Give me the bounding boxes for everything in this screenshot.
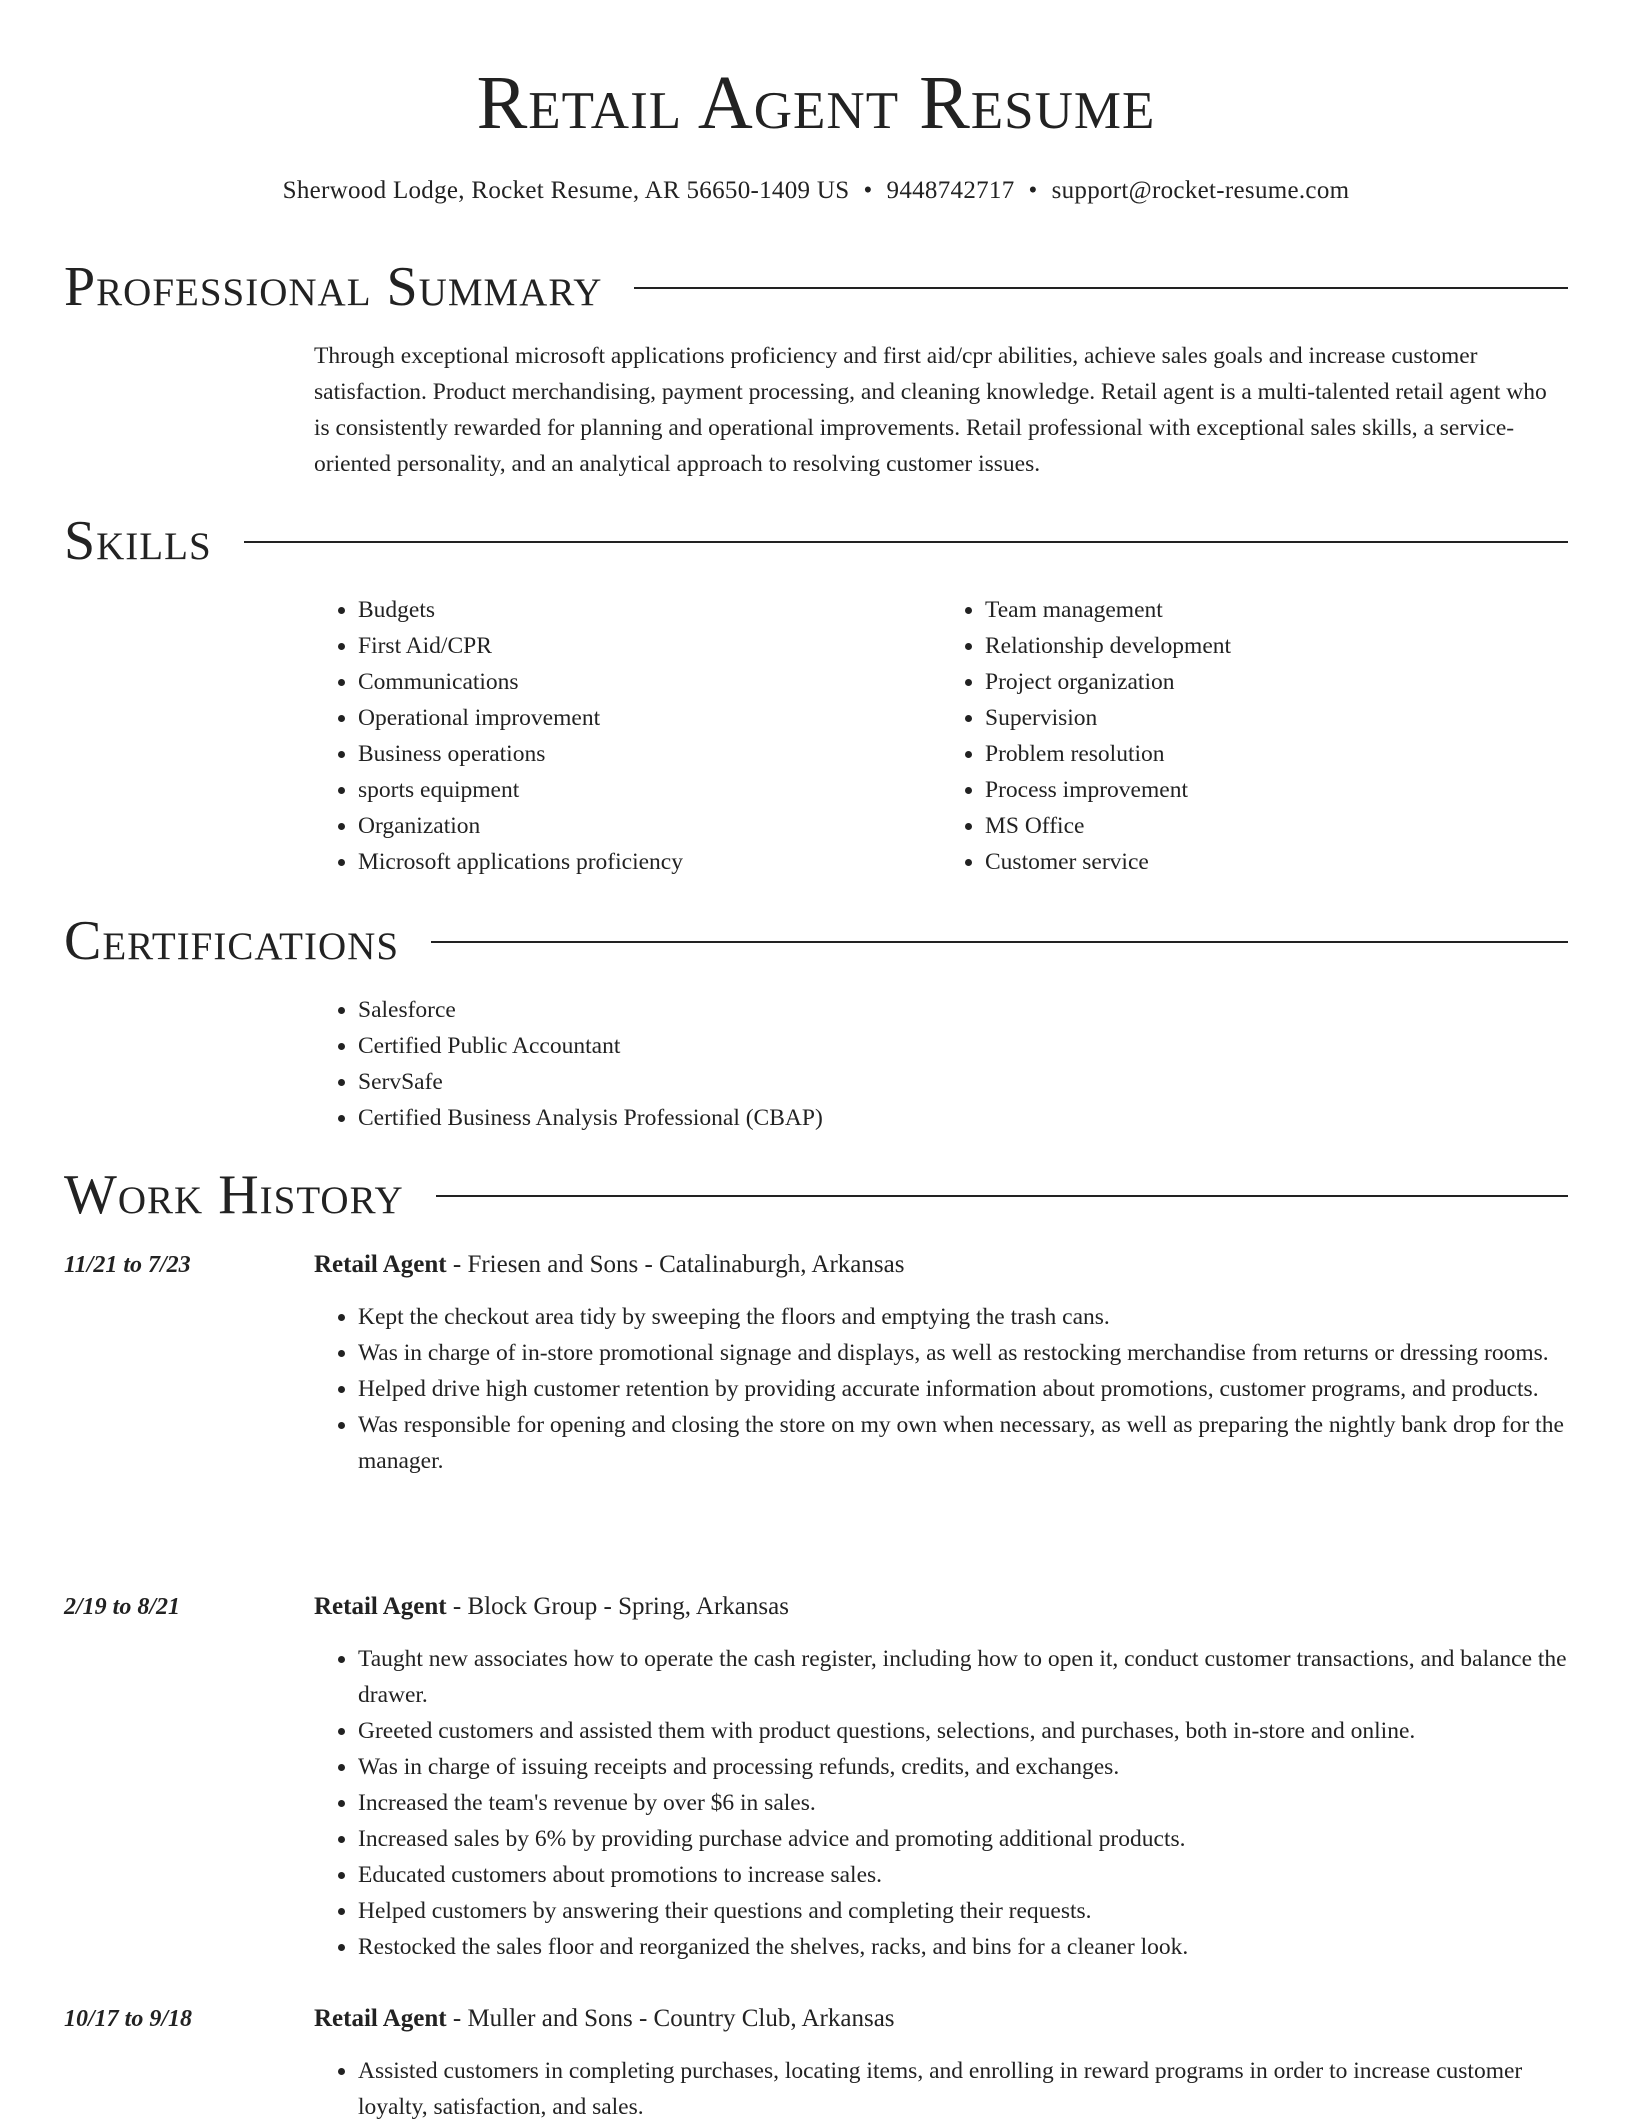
duty-item: • Assisted customers in completing purchases, locating items, and enrolling in reward programs in order to increase customer loyalty, satisfaction, and sales. [358,2053,1568,2125]
job-header [314,2001,895,2037]
skills-section-header [64,506,1568,576]
skill-item: • Business operations [358,736,941,772]
duty-item: • Restocked the sales floor and reorganized the shelves, racks, and bins for a cleaner look. [358,1929,1568,1965]
section-divider [431,941,1568,943]
job-header [314,1589,789,1625]
job-title: Retail Agent [314,1593,447,1620]
section-divider [436,1195,1568,1197]
job-duties [314,1641,1568,1965]
job-employer: - Block Group - Spring, Arkansas [446,1593,789,1620]
duty-item: • Was in charge of in-store promotional signage and displays, as well as restocking merchandise from returns or dressing rooms. [358,1335,1568,1371]
skill-item: • Operational improvement [358,700,941,736]
skills-heading: Skills [64,510,212,572]
job-dates: 10/17 to 9/18 [64,2006,193,2032]
duty-item: • Was in charge of issuing receipts and processing refunds, credits, and exchanges. [358,1749,1568,1785]
contact-line [64,174,1568,208]
section-divider [634,287,1568,289]
job-dates: 11/21 to 7/23 [64,1252,191,1278]
job-employer: - Friesen and Sons - Catalinaburgh, Arkansas [446,1251,905,1278]
certification-item: • Certified Public Accountant [358,1028,1568,1064]
phone: 9448742717 [886,177,1015,204]
skill-item: • Budgets [358,592,941,628]
certifications-section-header [64,906,1568,976]
job-dates: 2/19 to 8/21 [64,1594,181,1620]
skill-item: • Process improvement [985,772,1568,808]
certifications-heading: Certifications [64,910,400,972]
section-divider [244,541,1568,543]
certification-item: • Salesforce [358,992,1568,1028]
skill-item: • MS Office [985,808,1568,844]
resume-title: Retail Agent Resume [476,61,1156,145]
job-title: Retail Agent [314,1251,447,1278]
separator-dot: • [863,177,873,204]
duty-item: • Increased the team's revenue by over $6 in sales. [358,1785,1568,1821]
summary-text: Through exceptional microsoft applications proficiency and first aid/cpr abilities, achieve sales goals and increase customer satisfaction. Product merchandising, payment processing, and cleaning knowledge. Retail agent is a multi-talented retail agent who is consistently rewarded for planning and operational improvements. Retail professional with exceptional sales skills, a service-oriented personality, and an analytical approach to resolving customer issues. [314,343,1547,477]
skills-list-right [941,592,1568,880]
job-title: Retail Agent [314,2005,447,2032]
duty-item: • Helped drive high customer retention by providing accurate information about promotions, customer programs, and products. [358,1371,1568,1407]
duty-item: • Kept the checkout area tidy by sweeping the floors and emptying the trash cans. [358,1299,1568,1335]
summary-body [314,338,1568,482]
separator-dot: • [1028,177,1038,204]
work-heading: Work History [64,1164,404,1226]
skill-item: • Communications [358,664,941,700]
job-duties [314,1299,1568,1479]
skills-list-left [314,592,941,880]
job-employer: - Muller and Sons - Country Club, Arkansas [446,2005,895,2032]
certifications-body [314,992,1568,1136]
duty-item: • Greeted customers and assisted them with product questions, selections, and purchases, both in-store and online. [358,1713,1568,1749]
duty-item: • Educated customers about promotions to increase sales. [358,1857,1568,1893]
skill-item: • Microsoft applications proficiency [358,844,941,880]
duty-item: • Increased sales by 6% by providing purchase advice and promoting additional products. [358,1821,1568,1857]
certification-item: • Certified Business Analysis Professional (CBAP) [358,1100,1568,1136]
summary-section-header [64,252,1568,322]
skill-item: • Customer service [985,844,1568,880]
skill-item: • Organization [358,808,941,844]
skill-item: • sports equipment [358,772,941,808]
duty-item: • Taught new associates how to operate the cash register, including how to open it, conduct customer transactions, and balance the drawer. [358,1641,1568,1713]
skill-item: • First Aid/CPR [358,628,941,664]
certifications-list [314,992,1568,1136]
skills-grid [314,592,1568,880]
skill-item: • Relationship development [985,628,1568,664]
duty-item: • Was responsible for opening and closing the store on my own when necessary, as well as preparing the nightly bank drop for the manager. [358,1407,1568,1479]
skills-body [314,592,1568,880]
job-header [314,1247,904,1283]
work-section-header [64,1160,1568,1230]
job-duties [314,2053,1568,2125]
skill-item: • Project organization [985,664,1568,700]
certification-item: • ServSafe [358,1064,1568,1100]
skill-item: • Team management [985,592,1568,628]
skill-item: • Supervision [985,700,1568,736]
duty-item: • Helped customers by answering their questions and completing their requests. [358,1893,1568,1929]
address: Sherwood Lodge, Rocket Resume, AR 56650-1409 US [282,177,850,204]
summary-heading: Professional Summary [64,256,603,318]
email: support@rocket-resume.com [1051,177,1350,204]
skill-item: • Problem resolution [985,736,1568,772]
